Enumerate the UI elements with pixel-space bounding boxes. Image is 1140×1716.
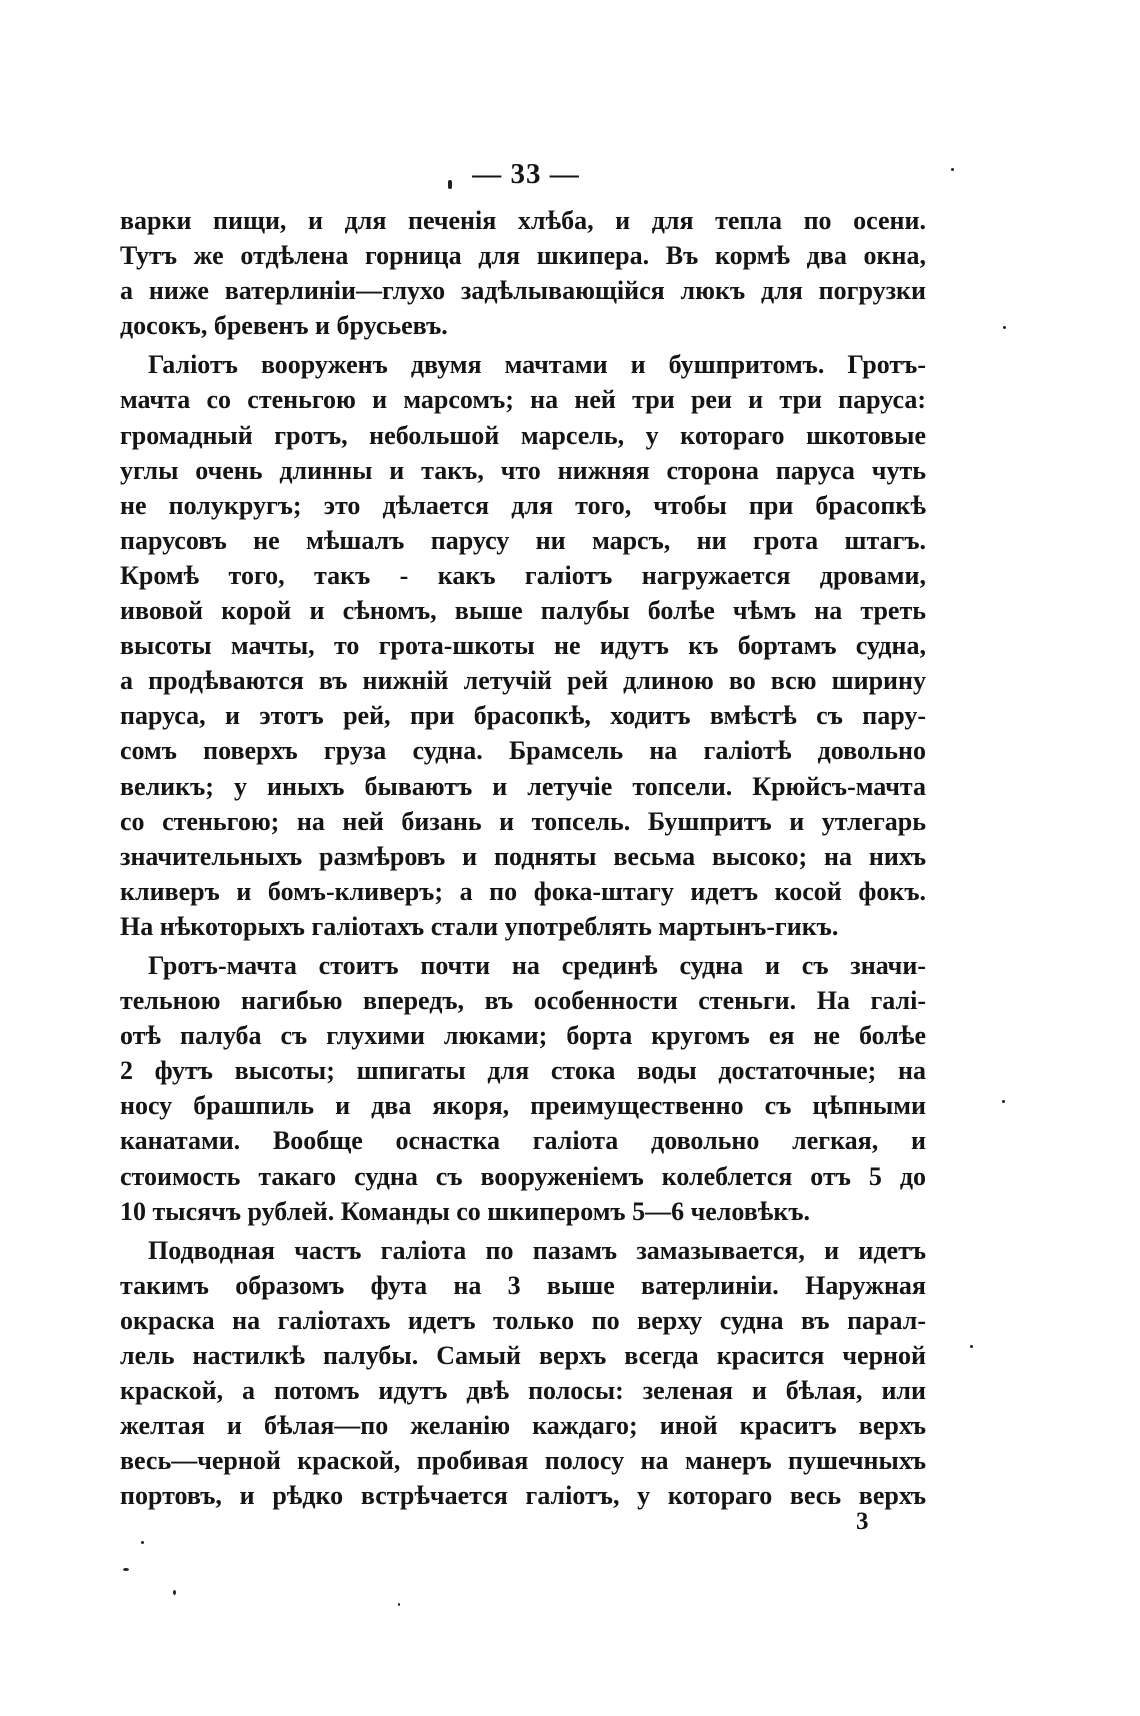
- text-line: парусовъ не мѣшалъ парусу ни марсъ, ни грота штагъ.: [120, 525, 926, 555]
- text-line: желтая и бѣлая—по желанію каждаго; иной краситъ верхъ: [120, 1411, 926, 1441]
- text-line: окраска на галіотахъ идетъ только по верху судна въ парал-: [120, 1305, 926, 1335]
- text-line: высоты мачты, то грота-шкоты не идутъ къ бортамъ судна,: [120, 631, 926, 661]
- text-line: Гротъ-мачта стоитъ почти на срединѣ судна и съ значи-: [148, 950, 926, 980]
- text-line: лель настилкѣ палубы. Самый верхъ всегда красится черной: [120, 1341, 926, 1370]
- text-line: не полукругъ; это дѣлается для того, чтобы при брасопкѣ: [120, 490, 926, 520]
- text-line: краской, а потомъ идутъ двѣ полосы: зеленая и бѣлая, или: [120, 1376, 926, 1406]
- scan-speck: [951, 168, 954, 171]
- paragraph: [120, 203, 926, 343]
- paragraph: [120, 1233, 926, 1514]
- text-line: досокъ, бревенъ и брусьевъ.: [120, 311, 448, 341]
- text-line: 10 тысячъ рублей. Команды со шкиперомъ 5—6 человѣкъ.: [120, 1196, 810, 1226]
- text-line: углы очень длинны и такъ, что нижняя сторона паруса чуть: [120, 455, 926, 485]
- page-number-header: — 33 —: [472, 158, 580, 190]
- text-line: портовъ, и рѣдко встрѣчается галіотъ, у котораго весь верхъ: [120, 1481, 926, 1511]
- text-line: значительныхъ размѣровъ и подняты весьма высоко; на нихъ: [120, 841, 926, 871]
- text-line: со стеньгою; на ней бизань и топсель. Бушпритъ и утлегарь: [120, 806, 926, 836]
- text-line: На нѣкоторыхъ галіотахъ стали употреблять мартынъ-гикъ.: [120, 911, 839, 941]
- text-line: ивовой корой и сѣномъ, выше палубы болѣе чѣмъ на треть: [120, 596, 926, 626]
- text-line: великъ; у иныхъ бываютъ и летучіе топсели. Крюйсъ-мачта: [120, 771, 926, 801]
- text-line: весь—черной краской, пробивая полосу на манеръ пушечныхъ: [120, 1446, 926, 1476]
- text-line: кливеръ и бомъ-кливеръ; а по фока-штагу идетъ косой фокъ.: [120, 876, 926, 906]
- text-line: Кромѣ того, такъ - какъ галіотъ нагружается дровами,: [120, 560, 926, 590]
- scan-speck: [448, 180, 452, 189]
- scan-speck: [141, 1541, 144, 1544]
- text-line: громадный гротъ, небольшой марсель, у котораго шкотовые: [120, 420, 926, 450]
- text-line: а ниже ватерлиніи—глухо задѣлывающійся люкъ для погрузки: [120, 276, 926, 306]
- text-line: такимъ образомъ фута на 3 выше ватерлиніи. Наружная: [120, 1270, 926, 1300]
- text-line: Подводная частъ галіота по пазамъ замазывается, и идетъ: [148, 1235, 926, 1265]
- text-line: мачта со стеньгою и марсомъ; на ней три реи и три паруса:: [120, 385, 926, 415]
- text-line: 2 футъ высоты; шпигаты для стока воды достаточные; на: [120, 1056, 926, 1086]
- signature-mark: 3: [856, 1508, 869, 1535]
- text-line: стоимость такаго судна съ вооруженіемъ колеблется отъ 5 до: [120, 1161, 926, 1191]
- text-line: Тутъ же отдѣлена горница для шкипера. Въ кормѣ два окна,: [120, 241, 926, 271]
- scan-speck: [1003, 326, 1006, 329]
- text-line: сомъ поверхъ груза судна. Брамсель на галіотѣ довольно: [120, 736, 926, 766]
- body-text: [120, 203, 926, 1513]
- text-line: отѣ палуба съ глухими люками; борта кругомъ ея не болѣе: [120, 1021, 926, 1051]
- text-line: Галіотъ вооруженъ двумя мачтами и бушпритомъ. Гротъ-: [148, 350, 926, 380]
- scan-speck: [1002, 1100, 1005, 1103]
- text-line: носу брашпиль и два якоря, преимущественно съ цѣпными: [120, 1091, 926, 1121]
- paragraph: [120, 948, 926, 1229]
- text-line: канатами. Вообще оснастка галіота довольно легкая, и: [120, 1126, 926, 1156]
- scan-speck: [123, 1568, 129, 1571]
- scan-speck: [173, 1590, 176, 1595]
- text-line: а продѣваются въ нижній летучій рей длиною во всю ширину: [120, 666, 926, 696]
- paragraph: [120, 347, 926, 944]
- scan-speck: [398, 1603, 400, 1606]
- scan-speck: [970, 1345, 973, 1348]
- text-line: паруса, и этотъ рей, при брасопкѣ, ходитъ вмѣстѣ съ пару-: [120, 701, 926, 731]
- text-line: тельною нагибью впередъ, въ особенности стеньги. На галі-: [120, 986, 926, 1016]
- text-line: варки пищи, и для печенія хлѣба, и для тепла по осени.: [120, 206, 926, 235]
